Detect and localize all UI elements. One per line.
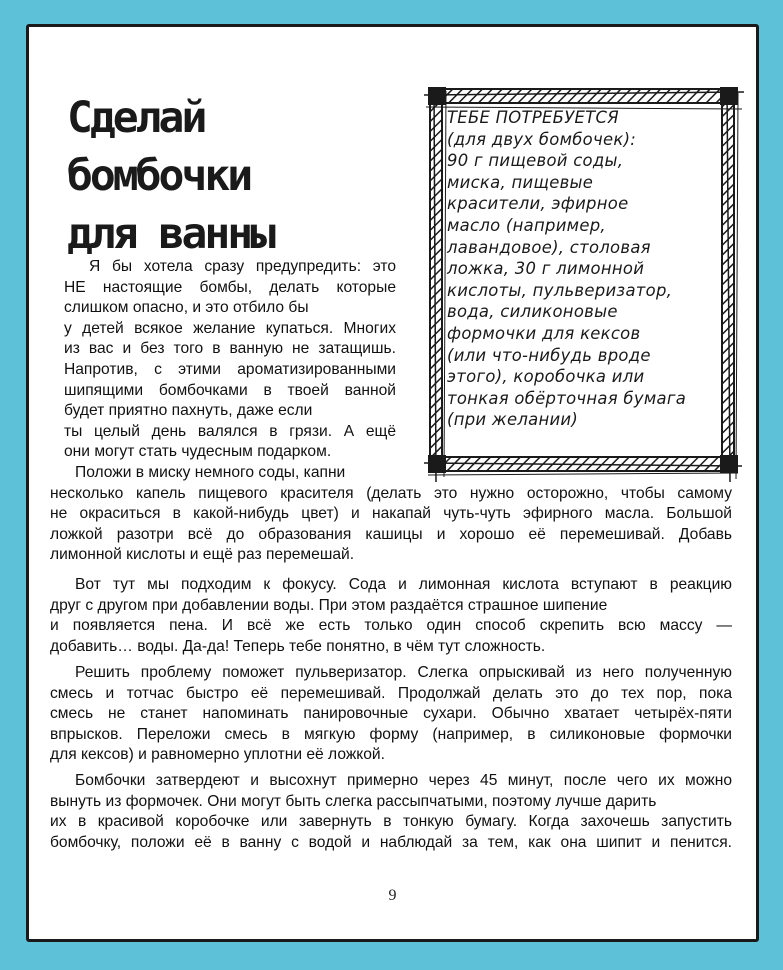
materials-line: этого), коробочка или [447,367,645,387]
materials-list [447,107,732,431]
text-line: лимонной кислоты и ещё раз перемешай. [50,546,355,564]
text-line: Положи в миску немного соды, капни [75,464,346,481]
text-line: они могут стать чудесным подарком. [64,443,332,461]
text-line: вынуть из формочек. Они могут быть слегка рассыпчатыми, поэтому лучше дарить [50,792,657,810]
text-line: для кексов) и равномерно уплотни её ложкой. [50,746,385,764]
materials-line: формочки для кексов [447,323,641,343]
materials-line: (или что-нибудь вроде [447,345,651,365]
text-line: ложкой разотри всё до образования кашицы и хорошо её перемешивай. Добавь [50,525,732,543]
materials-line: миска, пищевые [447,172,594,192]
materials-line: тонкая обёрточная бумага [447,388,687,408]
text-line: бомбочку, положи её в ванну с водой и наблюдай за тем, как она шипит и пенится. [50,833,732,851]
page-number: 9 [388,887,397,904]
text-line: у детей всякое желание купаться. Многих [64,319,396,337]
text-line: ты целый день валялся в грязи. А ещё [64,422,396,440]
text-line: шипящими бомбочками в твоей ванной [64,381,396,399]
text-line: Вот тут мы подходим к фокусу. Сода и лимонная кислота вступают в реакцию [75,576,732,593]
text-line: смесь не станет напоминать панировочные сухари. Обычно хватает четырёх-пяти [50,705,732,723]
text-line: из вас и без того в ванную не затащишь. [64,340,396,358]
text-line: добавить… воды. Да-да! Теперь тебе понятно, в чём тут сложность. [50,637,546,655]
intro-paragraph [64,257,396,463]
materials-line: красители, эфирное [447,194,629,214]
text-line: НЕ настоящие бомбы, делать которые [64,278,396,296]
title-line: Сделай [67,93,205,143]
page-title [67,89,357,263]
paragraph-1 [50,463,732,566]
materials-line: (для двух бомбочек): [447,129,637,149]
materials-line: ложка, 30 г лимонной [447,259,645,279]
text-line: друг с другом при добавлении воды. При этом раздаётся страшное шипение [50,596,608,614]
text-line: не окраситься в какой-нибудь цвет) и накапай чуть-чуть эфирного масла. Большой [50,505,732,523]
text-line: смесь и тотчас быстро её перемешивай. Продолжай делать это до тех пор, пока [50,684,732,702]
text-line: будет приятно пахнуть, даже если [64,402,313,420]
materials-line: масло (например, [447,215,606,235]
materials-line: 90 г пищевой соды, [447,151,624,171]
title-line: бомбочки [67,151,251,201]
text-line: слишком опасно, и это отбило бы [64,299,309,317]
paragraph-2 [50,575,732,657]
materials-line: (при желании) [447,410,579,430]
title-line: для ванны [67,209,273,259]
text-line: и появляется пена. И всё же есть только один способ скрепить всю массу — [50,617,732,635]
paragraph-3 [50,663,732,766]
text-line: Бомбочки затвердеют и высохнут примерно через 45 минут, после чего их можно [75,772,732,789]
book-page [26,24,759,942]
text-line: несколько капель пищевого красителя (делать это нужно осторожно, чтобы самому [50,484,732,502]
text-line: Решить проблему поможет пульверизатор. Слегка опрыскивай из него полученную [75,664,732,681]
paragraph-4 [50,771,732,853]
text-line: Я бы хотела сразу предупредить: это [89,258,396,275]
materials-line: лавандовое), столовая [447,237,651,257]
materials-line: ТЕБЕ ПОТРЕБУЕТСЯ [447,108,619,127]
text-line: впрысков. Переложи смесь в мягкую форму (например, в силиконовые формочки [50,725,732,743]
text-line: их в красивой коробочке или завернуть в тонкую бумагу. Когда захочешь запустить [50,813,732,831]
text-line: Напротив, с этими ароматизированными [64,360,396,378]
materials-line: вода, силиконовые [447,302,618,322]
materials-line: кислоты, пульверизатор, [447,280,673,300]
